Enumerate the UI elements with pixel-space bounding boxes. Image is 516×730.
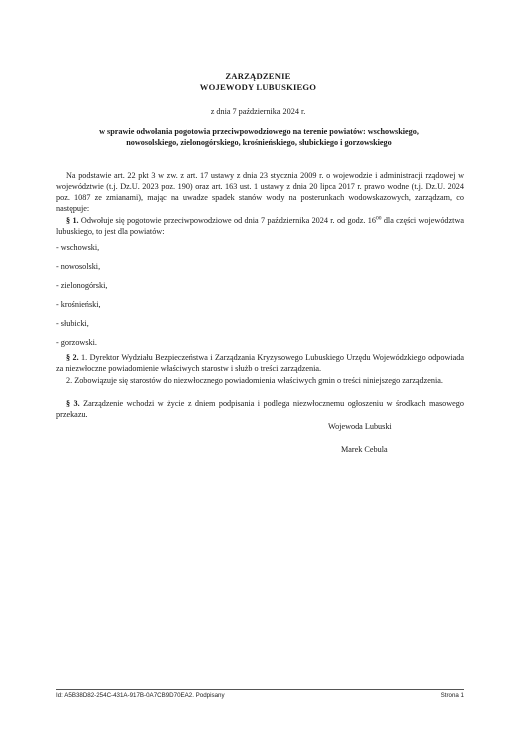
section-2-point-1-text: 1. Dyrektor Wydziału Bezpieczeństwa i Zarządzania Kryzysowego Lubuskiego Urzędu Wojewódzkiego odpowiada za niezwłoczne powiadomienie właściwych starostw i służb o treści zarządzenia. <box>56 353 464 373</box>
signature-name: Marek Cebula <box>341 445 388 454</box>
section-1-paragraph <box>56 215 464 237</box>
section-1-time-superscript: 00 <box>375 215 382 222</box>
section-2-label: § 2. <box>66 353 79 362</box>
section-1-label: § 1. <box>66 216 79 225</box>
document-title <box>0 71 516 93</box>
district-list-item: - zielonogórski, <box>56 281 108 290</box>
page-number: Strona 1 <box>440 692 464 699</box>
document-subject: w sprawie odwołania pogotowia przeciwpowodziowego na terenie powiatów: wschowskiego, nowosolskiego, zielonogórskiego, krośnieńskiego, słubickiego i gorzowskiego <box>99 127 419 147</box>
preamble-paragraph: Na podstawie art. 22 pkt 3 w zw. z art. 17 ustawy z dnia 23 stycznia 2009 r. o wojewodzie i administracji rządowej w województwie (t.j. Dz.U. 2023 poz. 190) oraz art. 163 ust. 1 ustawy z dnia 20 lipca 2017 r. prawo wodne (t.j. Dz.U. 2024 poz. 1087 ze zmianami), mając na uwadze spadek stanów wody na posterunkach wodowskazowych, zarządzam, co następuje: <box>56 171 464 213</box>
section-1-text-a: Odwołuje się pogotowie przeciwpowodziowe od dnia 7 października 2024 r. od godz. 16 <box>78 216 376 225</box>
section-3-paragraph <box>56 398 464 420</box>
document-id: Id: A5B38D82-254C-431A-917B-0A7CB9D70EA2. Podpisany <box>56 692 225 699</box>
section-2-point-1 <box>56 352 464 374</box>
section-3-text: Zarządzenie wchodzi w życie z dniem podpisania i podlega niezwłocznemu ogłoszeniu w środkach masowego przekazu. <box>56 399 464 419</box>
district-list-item: - słubicki, <box>56 319 89 328</box>
district-list-item: - wschowski, <box>56 243 100 252</box>
district-list-item: - nowosolski, <box>56 262 101 271</box>
section-2-point-2: 2. Zobowiązuje się starostów do niezwłocznego powiadomienia właściwych gmin o treści niniejszego zarządzenia. <box>66 376 443 385</box>
title-line-2: WOJEWODY LUBUSKIEGO <box>199 82 317 92</box>
document-date: z dnia 7 października 2024 r. <box>210 107 306 116</box>
section-1-text-b: dla części województwa lubuskiego, to jest dla powiatów: <box>56 216 464 236</box>
signature-office: Wojewoda Lubuski <box>328 422 392 431</box>
district-list-item: - krośnieński, <box>56 300 101 309</box>
title-line-1: ZARZĄDZENIE <box>225 71 291 81</box>
footer-divider <box>56 689 464 690</box>
section-3-label: § 3. <box>66 399 80 408</box>
district-list-item: - gorzowski. <box>56 338 97 347</box>
